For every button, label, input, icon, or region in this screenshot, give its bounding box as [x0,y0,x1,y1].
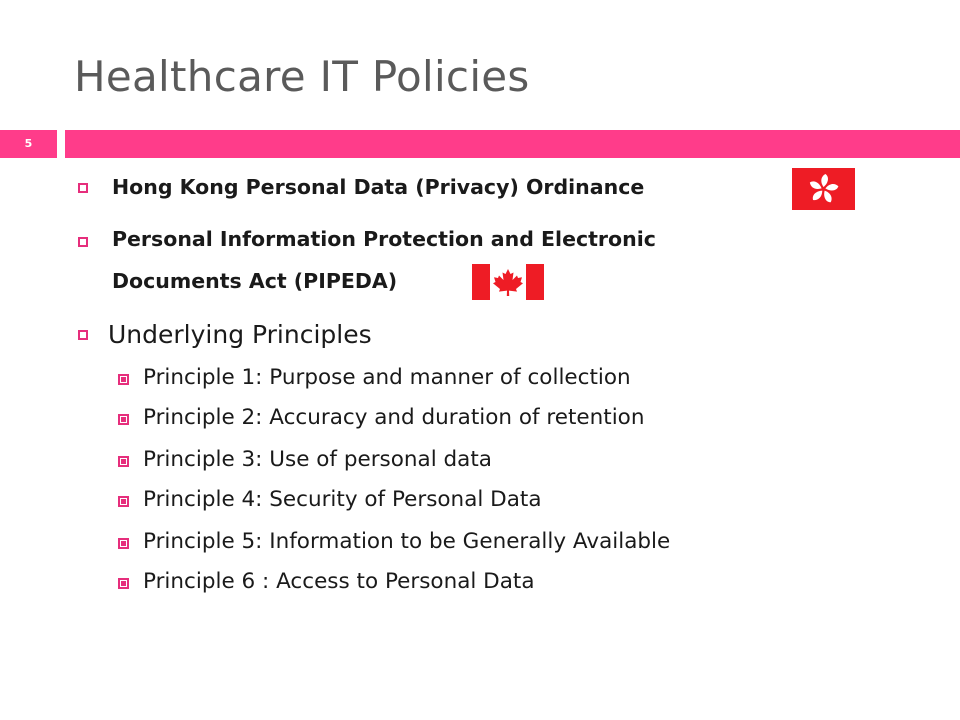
hong-kong-flag-icon [792,168,855,210]
box-bullet-icon [78,330,88,340]
canada-flag-icon [472,264,544,300]
principle-item: Principle 1: Purpose and manner of collection [143,365,631,390]
bullet-pipeda-line2: Documents Act (PIPEDA) [112,269,398,293]
square-bullet-icon [118,578,129,589]
principle-item: Principle 3: Use of personal data [143,447,492,472]
square-bullet-icon [118,496,129,507]
title-rule-bar [65,130,960,158]
bullet-hong-kong: Hong Kong Personal Data (Privacy) Ordinance [112,175,645,199]
principle-item: Principle 2: Accuracy and duration of retention [143,405,645,430]
principle-item: Principle 4: Security of Personal Data [143,487,542,512]
square-bullet-icon [118,374,129,385]
slide-title: Healthcare IT Policies [74,52,530,101]
bullet-pipeda-line1: Personal Information Protection and Electronic [112,227,656,251]
bullet-underlying-principles: Underlying Principles [108,320,372,349]
principle-item: Principle 5: Information to be Generally Available [143,529,671,554]
box-bullet-icon [78,237,88,247]
square-bullet-icon [118,538,129,549]
box-bullet-icon [78,183,88,193]
square-bullet-icon [118,414,129,425]
slide-number: 5 [0,130,57,158]
principle-item: Principle 6 : Access to Personal Data [143,569,535,594]
square-bullet-icon [118,456,129,467]
